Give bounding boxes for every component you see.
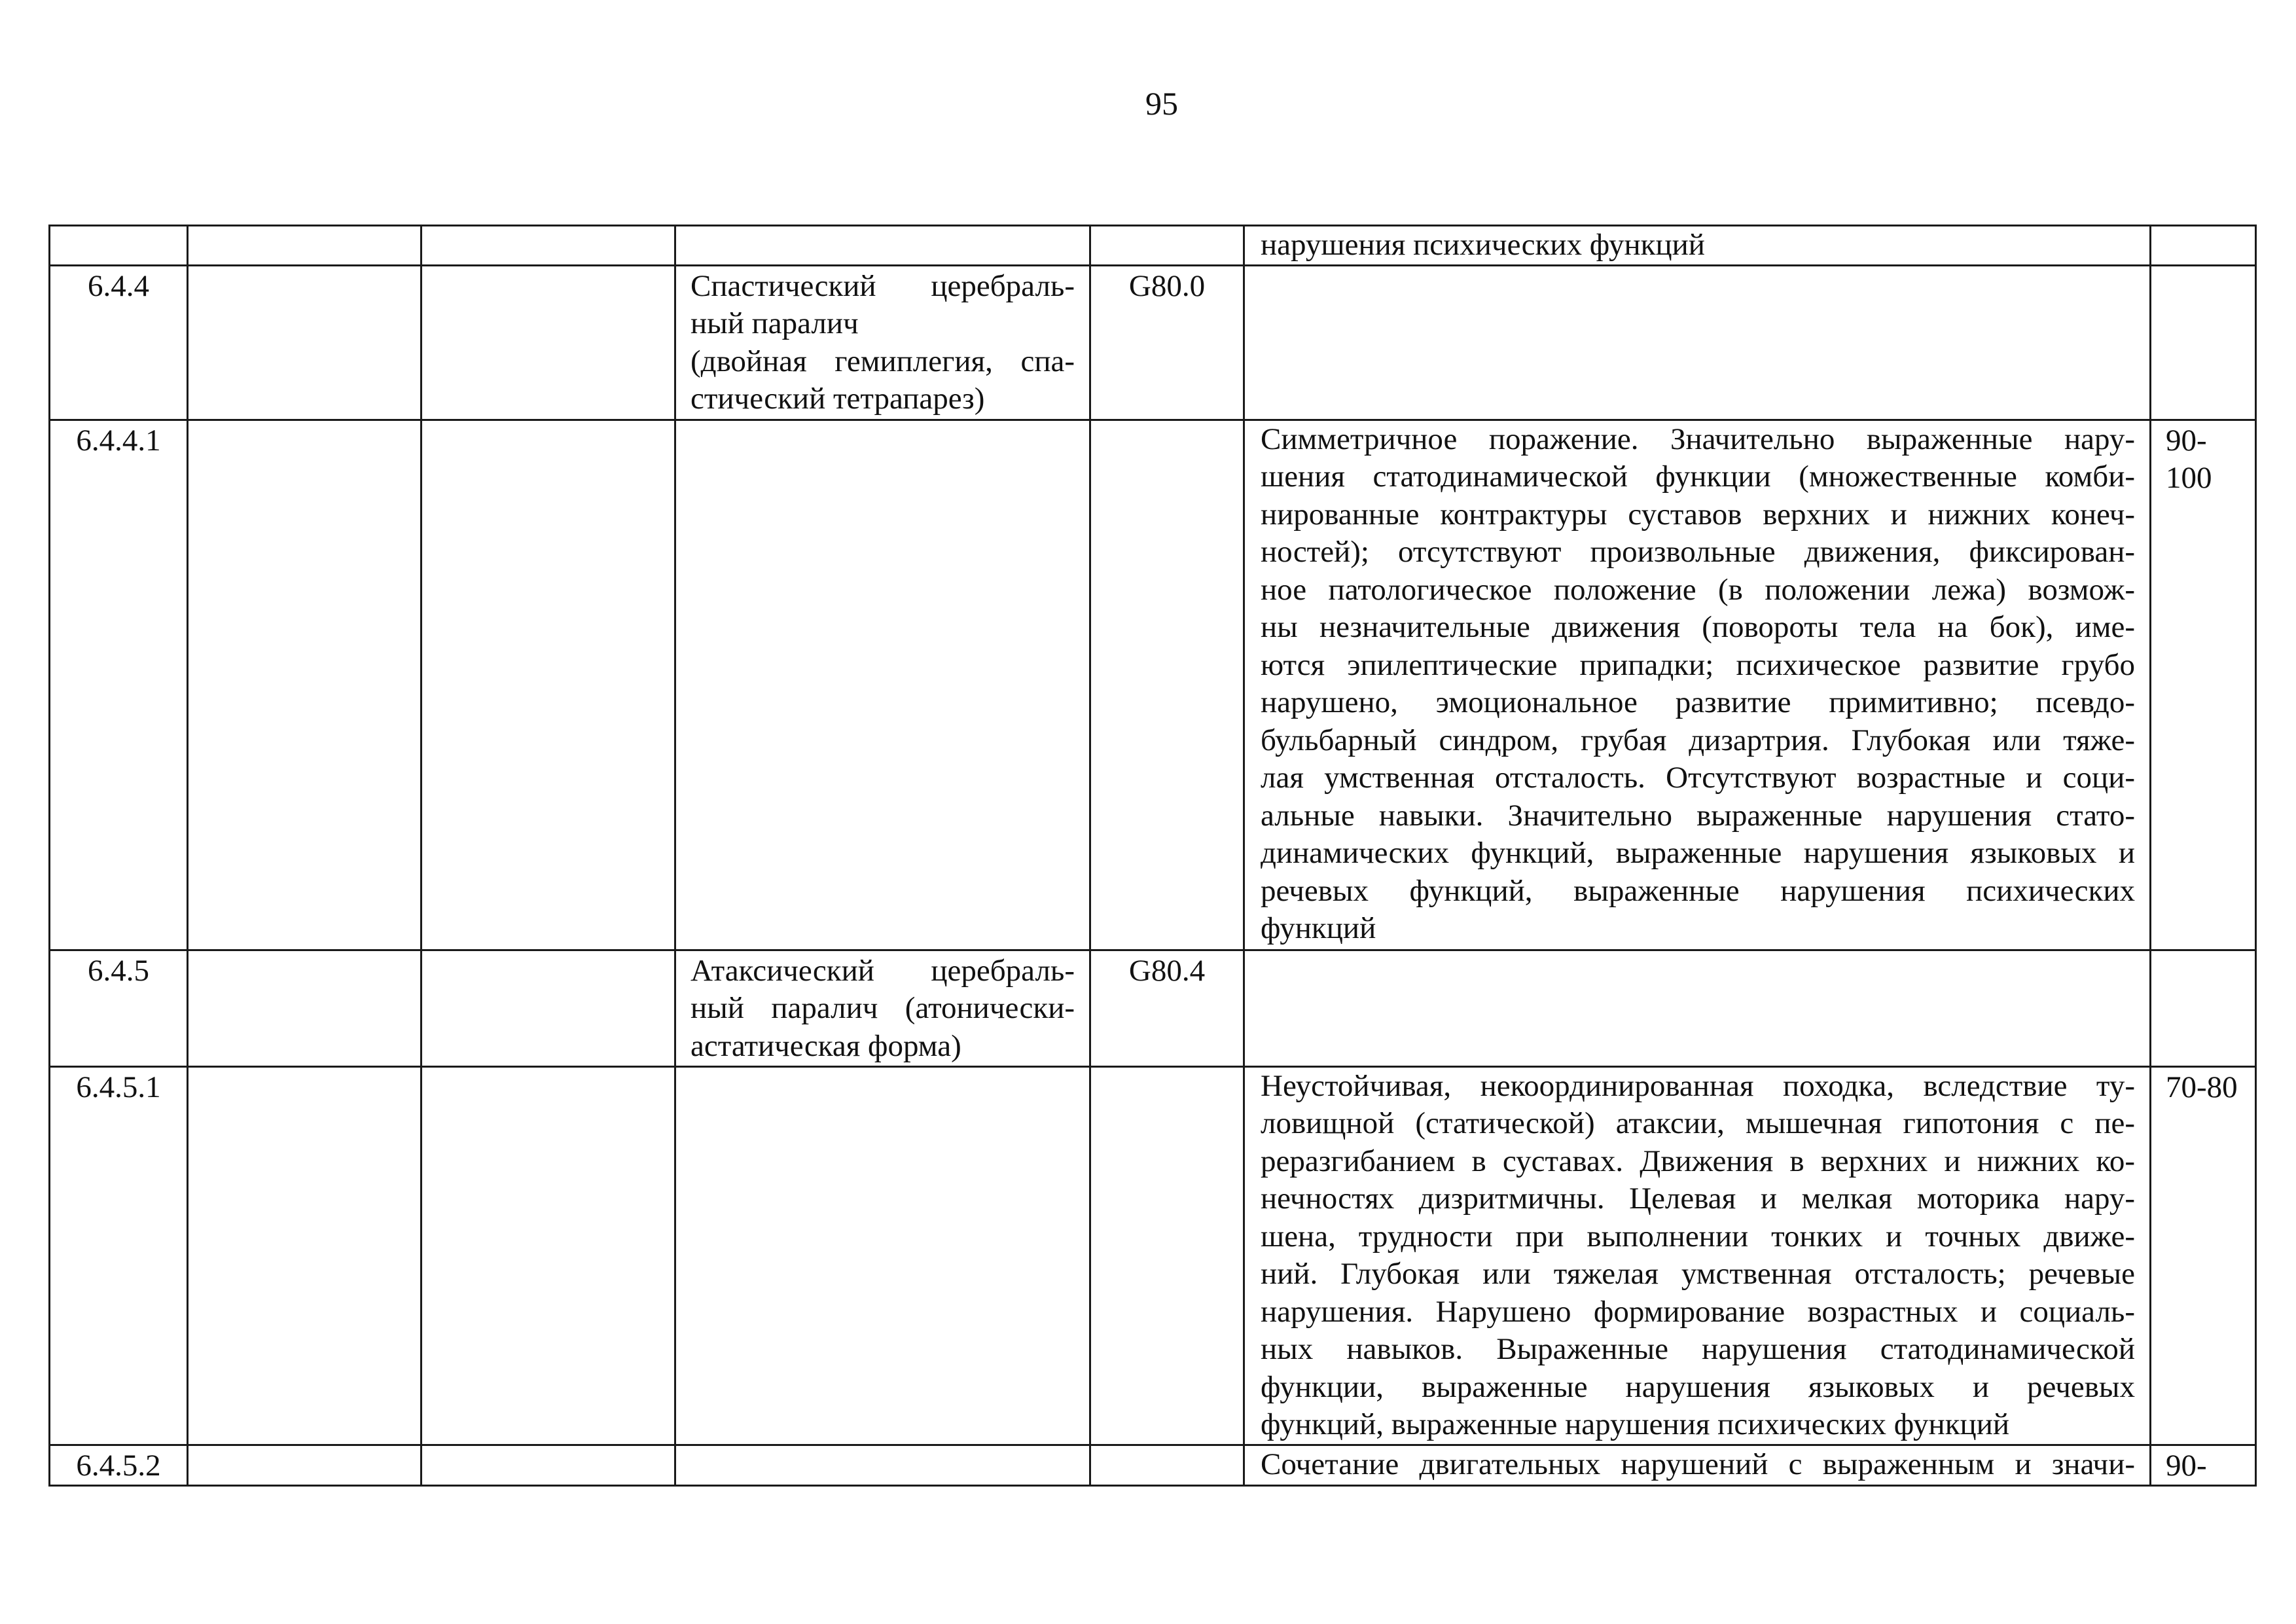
empty-cell — [188, 1445, 422, 1486]
percent-cell — [2151, 950, 2256, 1066]
table-row — [50, 1445, 2256, 1486]
description-line: функции, выраженные нарушения языковых и речевых — [1261, 1369, 2135, 1404]
description-line: ются эпилептические припадки; психическое развитие грубо — [1261, 647, 2135, 682]
code-cell — [50, 265, 188, 420]
name-line: (двойная гемиплегия, спа- — [691, 344, 1075, 378]
percent-line: 100 — [2166, 461, 2212, 495]
description-line: нарушено, эмоциональное развитие примитивно; псевдо- — [1261, 685, 2135, 719]
description-line: Сочетание двигательных нарушений с выраженным и значи- — [1261, 1447, 2135, 1481]
description-line: Симметричное поражение. Значительно выраженные нару- — [1261, 422, 2135, 456]
description-line: функций — [1261, 911, 1376, 945]
table-row — [50, 950, 2256, 1066]
percent-cell — [2151, 1066, 2256, 1445]
empty-cell — [422, 1066, 675, 1445]
description-line: динамических функций, выраженные нарушения языковых и — [1261, 836, 2135, 870]
name-cell — [675, 950, 1090, 1066]
icd-code: G80.0 — [1128, 268, 1206, 303]
code-cell — [50, 226, 188, 266]
code-cell — [50, 1445, 188, 1486]
description-line: ное патологическое положение (в положении лежа) возмож- — [1261, 572, 2135, 607]
empty-cell — [422, 950, 675, 1066]
empty-cell — [188, 1066, 422, 1445]
description-cell — [1244, 950, 2151, 1066]
description-cell — [1244, 420, 2151, 950]
name-line: ный паралич (атонически- — [691, 991, 1075, 1025]
description-line: нарушения психических функций — [1261, 228, 1705, 262]
percent-line: 90- — [2166, 1448, 2207, 1483]
name-cell — [675, 1445, 1090, 1486]
section-code: 6.4.5 — [88, 953, 149, 988]
icd-cell — [1090, 265, 1244, 420]
icd-cell — [1090, 1066, 1244, 1445]
description-line: ловищной (статической) атаксии, мышечная гипотония с пе- — [1261, 1106, 2135, 1140]
code-cell — [50, 950, 188, 1066]
description-line: лая умственная отсталость. Отсутствуют возрастные и соци- — [1261, 761, 2135, 795]
description-line: Неустойчивая, некоординированная походка, вследствие ту- — [1261, 1068, 2135, 1103]
icd-cell — [1090, 226, 1244, 266]
section-code: 6.4.5.1 — [76, 1070, 161, 1104]
description-line: нарушения. Нарушено формирование возрастных и социаль- — [1261, 1294, 2135, 1329]
description-line: ний. Глубокая или тяжелая умственная отсталость; речевые — [1261, 1257, 2135, 1291]
empty-cell — [188, 420, 422, 950]
percent-cell — [2151, 420, 2256, 950]
empty-cell — [422, 226, 675, 266]
description-cell — [1244, 1445, 2151, 1486]
empty-cell — [422, 1445, 675, 1486]
name-cell — [675, 1066, 1090, 1445]
name-line: ный паралич — [691, 306, 859, 340]
empty-cell — [422, 265, 675, 420]
description-line: реразгибанием в суставах. Движения в верхних и нижних ко- — [1261, 1144, 2135, 1178]
name-cell — [675, 226, 1090, 266]
description-cell — [1244, 265, 2151, 420]
empty-cell — [422, 420, 675, 950]
description-line: нированные контрактуры суставов верхних и нижних конеч- — [1261, 497, 2135, 532]
empty-cell — [188, 950, 422, 1066]
icd-cell — [1090, 950, 1244, 1066]
name-cell — [675, 420, 1090, 950]
name-cell — [675, 265, 1090, 420]
code-cell — [50, 1066, 188, 1445]
percent-line: 70-80 — [2166, 1070, 2238, 1104]
table-row — [50, 265, 2256, 420]
description-line: речевых функций, выраженные нарушения психических — [1261, 873, 2135, 908]
name-line: стический тетрапарез) — [691, 382, 985, 416]
percent-cell — [2151, 226, 2256, 266]
description-line: бульбарный синдром, грубая дизартрия. Глубокая или тяже- — [1261, 723, 2135, 757]
description-line: нечностях дизритмичны. Целевая и мелкая моторика нару- — [1261, 1182, 2135, 1216]
section-code: 6.4.5.2 — [76, 1448, 161, 1483]
table-row — [50, 1066, 2256, 1445]
icd-cell — [1090, 1445, 1244, 1486]
description-line: шения статодинамической функции (множественные комби- — [1261, 460, 2135, 494]
description-cell — [1244, 1066, 2151, 1445]
description-line: альные навыки. Значительно выраженные нарушения стато- — [1261, 798, 2135, 833]
percent-line: 90- — [2166, 423, 2207, 458]
description-line: ны незначительные движения (повороты тела на бок), име- — [1261, 610, 2135, 644]
name-line: астатическая форма) — [691, 1028, 961, 1063]
section-code: 6.4.4.1 — [76, 423, 161, 458]
name-line: Спастический церебраль- — [691, 268, 1075, 303]
table-row — [50, 226, 2256, 266]
description-cell — [1244, 226, 2151, 266]
table-row — [50, 420, 2256, 950]
empty-cell — [188, 265, 422, 420]
name-line: Атаксический церебраль- — [691, 953, 1075, 988]
description-line: ных навыков. Выраженные нарушения статодинамической — [1261, 1332, 2135, 1366]
description-line: ностей); отсутствуют произвольные движения, фиксирован- — [1261, 535, 2135, 569]
percent-cell — [2151, 1445, 2256, 1486]
icd-code: G80.4 — [1128, 953, 1206, 988]
empty-cell — [188, 226, 422, 266]
percent-cell — [2151, 265, 2256, 420]
icd-cell — [1090, 420, 1244, 950]
disability-criteria-table — [48, 225, 2257, 1487]
section-code: 6.4.4 — [88, 268, 149, 303]
description-line: шена, трудности при выполнении тонких и точных движе- — [1261, 1219, 2135, 1254]
code-cell — [50, 420, 188, 950]
description-line: функций, выраженные нарушения психических функций — [1261, 1407, 2009, 1441]
page-number: 95 — [1145, 85, 1178, 122]
